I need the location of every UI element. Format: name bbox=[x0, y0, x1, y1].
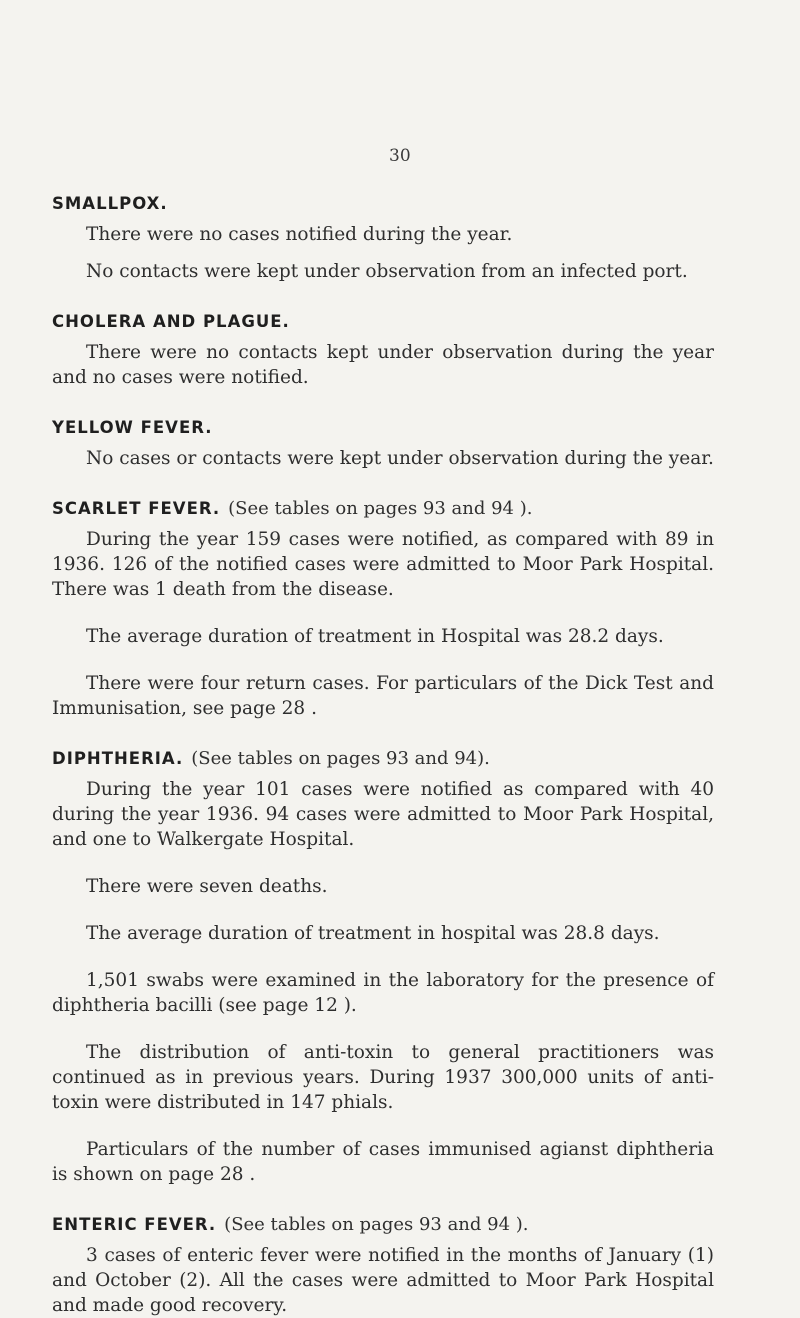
section-smallpox bbox=[52, 192, 714, 284]
section-scarlet-fever bbox=[52, 497, 714, 721]
page-content bbox=[52, 192, 714, 1318]
paragraph: During the year 101 cases were notified as compared with 40 during the year 1936. 94 cases were admitted to Moor Park Hospital, and one to Walkergate Hospital. bbox=[52, 779, 714, 850]
paragraph: Particulars of the number of cases immunised agianst diphtheria is shown on page 28 . bbox=[52, 1139, 714, 1185]
paragraph: 3 cases of enteric fever were notified in the months of January (1) and October (2). All the cases were admitted to Moor Park Hospital and made good recovery. bbox=[52, 1245, 714, 1316]
paragraph: There were seven deaths. bbox=[86, 876, 328, 897]
section-heading: SCARLET FEVER. bbox=[52, 499, 221, 518]
table-reference: (See tables on pages 93 and 94 ). bbox=[228, 498, 533, 519]
section-heading: ENTERIC FEVER. bbox=[52, 1215, 217, 1234]
page-number: 30 bbox=[389, 146, 411, 166]
paragraph: The average duration of treatment in Hospital was 28.2 days. bbox=[86, 626, 664, 647]
section-enteric-fever bbox=[52, 1213, 714, 1318]
section-heading: CHOLERA AND PLAGUE. bbox=[52, 312, 290, 331]
paragraph: 1,501 swabs were examined in the laboratory for the presence of diphtheria bacilli (see page 12 ). bbox=[52, 970, 714, 1016]
section-yellow-fever bbox=[52, 416, 714, 471]
section-heading: YELLOW FEVER. bbox=[52, 418, 213, 437]
paragraph: There were four return cases. For particulars of the Dick Test and Immunisation, see page 28 . bbox=[52, 673, 714, 719]
paragraph: No cases or contacts were kept under observation during the year. bbox=[86, 448, 714, 469]
table-reference: (See tables on pages 93 and 94). bbox=[191, 748, 490, 769]
section-heading: DIPHTHERIA. bbox=[52, 749, 184, 768]
section-heading: SMALLPOX. bbox=[52, 194, 168, 213]
paragraph: No contacts were kept under observation from an infected port. bbox=[86, 261, 688, 282]
section-cholera-plague bbox=[52, 310, 714, 390]
table-reference: (See tables on pages 93 and 94 ). bbox=[224, 1214, 529, 1235]
section-diphtheria bbox=[52, 747, 714, 1187]
paragraph: The distribution of anti-toxin to general practitioners was continued as in previous years. During 1937 300,000 units of anti-toxin were distributed in 147 phials. bbox=[52, 1042, 714, 1113]
paragraph: There were no cases notified during the year. bbox=[86, 224, 513, 245]
paragraph: There were no contacts kept under observation during the year and no cases were notified. bbox=[52, 342, 714, 388]
paragraph: During the year 159 cases were notified, as compared with 89 in 1936. 126 of the notified cases were admitted to Moor Park Hospital. There was 1 death from the disease. bbox=[52, 529, 714, 600]
paragraph: The average duration of treatment in hospital was 28.8 days. bbox=[86, 923, 660, 944]
